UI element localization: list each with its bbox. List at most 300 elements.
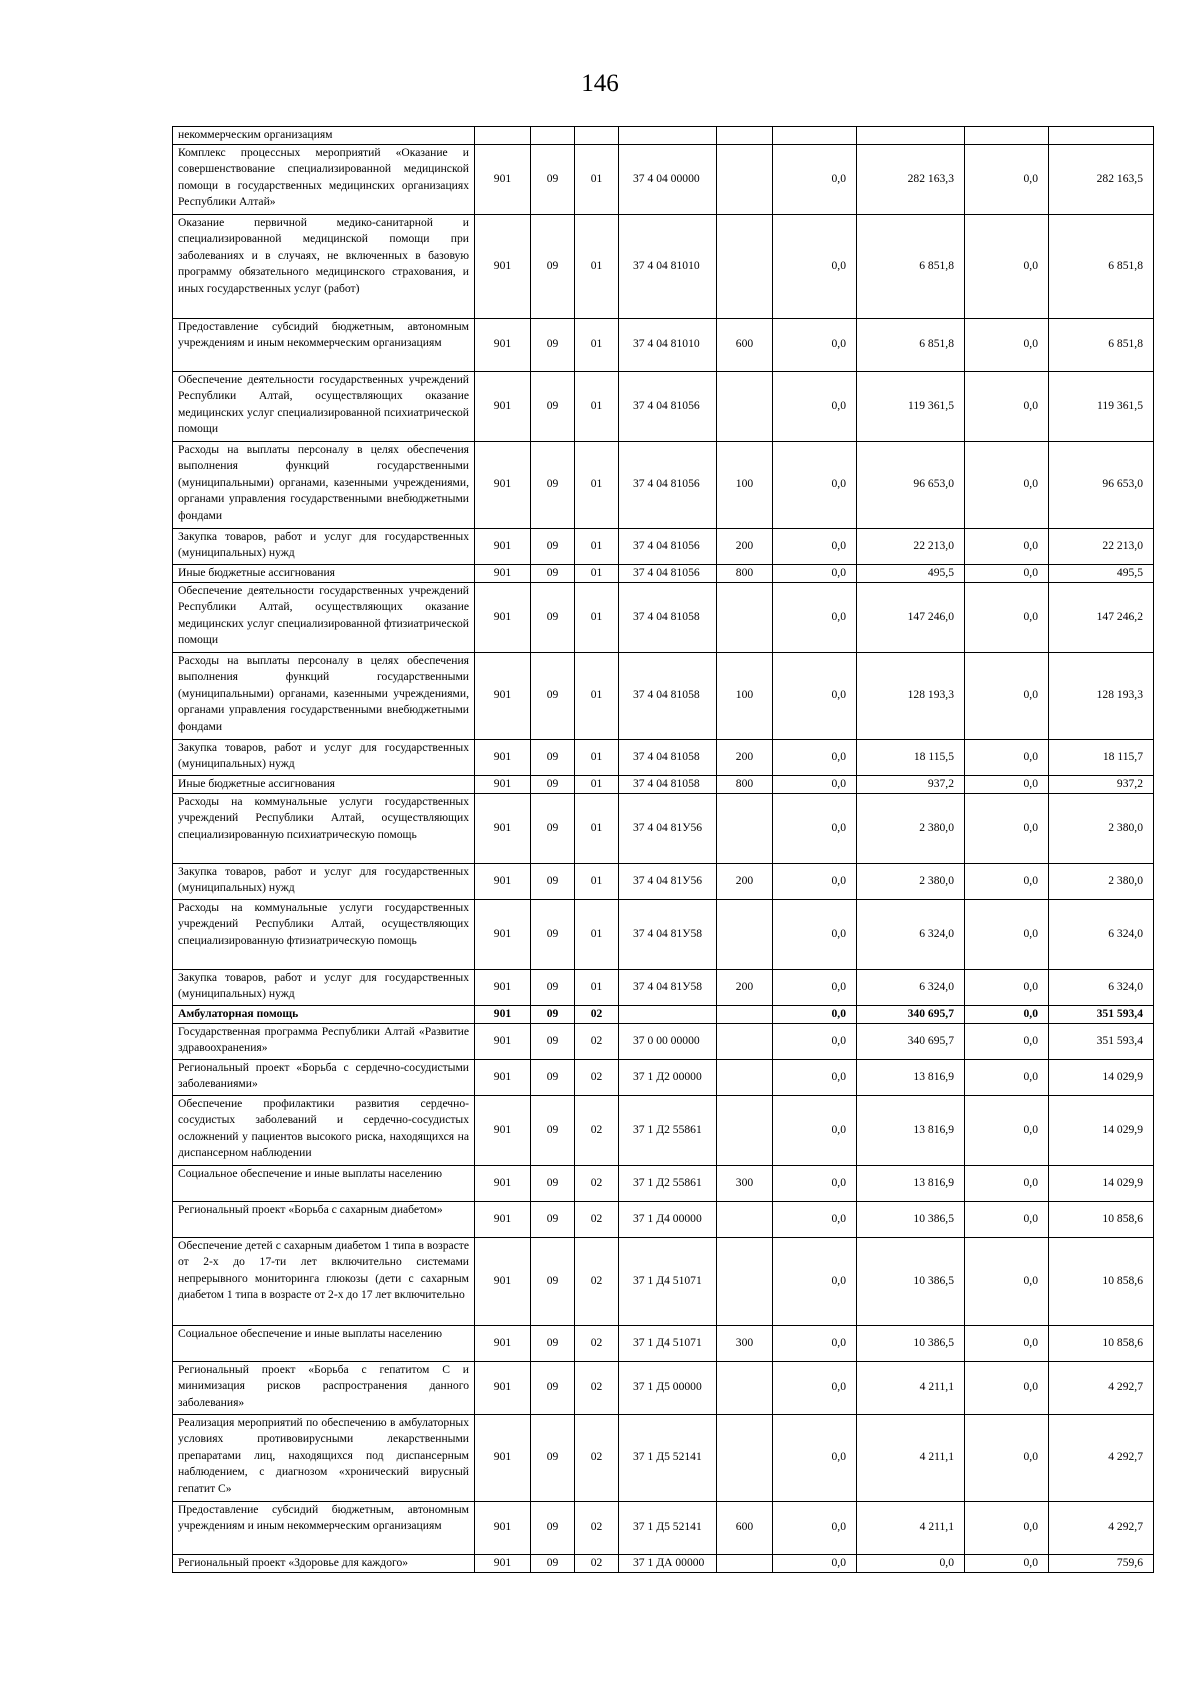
- cell-name: Региональный проект «Здоровье для каждого»: [173, 1554, 475, 1572]
- cell-grbs: 901: [475, 441, 531, 528]
- cell-expense-type: 300: [717, 1165, 773, 1201]
- cell-value-3: 0,0: [965, 1023, 1049, 1059]
- cell-value-4: 14 029,9: [1049, 1095, 1154, 1165]
- cell-subsection: 02: [575, 1414, 619, 1501]
- cell-value-1: 0,0: [773, 1501, 857, 1554]
- cell-section: 09: [531, 739, 575, 775]
- cell-target-article: 37 4 04 81058: [619, 652, 717, 739]
- cell-value-2: 6 324,0: [857, 899, 965, 969]
- cell-target-article: 37 4 04 81У56: [619, 863, 717, 899]
- table-row: [173, 441, 1154, 528]
- cell-value-3: 0,0: [965, 1361, 1049, 1414]
- budget-table: [172, 126, 1154, 1573]
- cell-value-1: 0,0: [773, 318, 857, 371]
- cell-value-2: 10 386,5: [857, 1325, 965, 1361]
- cell-subsection: 01: [575, 144, 619, 214]
- cell-target-article: 37 4 04 81010: [619, 318, 717, 371]
- cell-expense-type: 200: [717, 863, 773, 899]
- cell-name: Закупка товаров, работ и услуг для государственных (муниципальных) нужд: [173, 739, 475, 775]
- cell-value-2: 2 380,0: [857, 863, 965, 899]
- cell-section: 09: [531, 793, 575, 863]
- table-row: [173, 144, 1154, 214]
- cell-grbs: 901: [475, 1059, 531, 1095]
- table-row: [173, 899, 1154, 969]
- cell-value-1: 0,0: [773, 739, 857, 775]
- cell-value-1: 0,0: [773, 214, 857, 318]
- table-row: [173, 582, 1154, 652]
- cell-value-4: 18 115,7: [1049, 739, 1154, 775]
- cell-value-1: 0,0: [773, 1005, 857, 1023]
- cell-subsection: 02: [575, 1361, 619, 1414]
- cell-subsection: 02: [575, 1201, 619, 1237]
- cell-section: 09: [531, 1023, 575, 1059]
- cell-value-4: 22 213,0: [1049, 528, 1154, 564]
- cell-value-3: 0,0: [965, 528, 1049, 564]
- cell-name: Закупка товаров, работ и услуг для государственных (муниципальных) нужд: [173, 969, 475, 1005]
- cell-value-3: 0,0: [965, 582, 1049, 652]
- cell-value-3: 0,0: [965, 1005, 1049, 1023]
- cell-value-1: 0,0: [773, 582, 857, 652]
- cell-value-4: 2 380,0: [1049, 793, 1154, 863]
- cell-value-2: 2 380,0: [857, 793, 965, 863]
- cell-value-2: 4 211,1: [857, 1361, 965, 1414]
- cell-subsection: 01: [575, 318, 619, 371]
- cell-subsection: 01: [575, 441, 619, 528]
- cell-name: Обеспечение деятельности государственных учреждений Республики Алтай, осуществляющих оказание медицинских услуг специализированной фтизиатрической помощи: [173, 582, 475, 652]
- cell-name: Амбулаторная помощь: [173, 1005, 475, 1023]
- page-number: 146: [581, 70, 619, 97]
- cell-name: Региональный проект «Борьба с сахарным диабетом»: [173, 1201, 475, 1237]
- cell-name: Комплекс процессных мероприятий «Оказание и совершенствование специализированной медицинской помощи в государственных медицинских организациях Республики Алтай»: [173, 144, 475, 214]
- cell-value-1: 0,0: [773, 1554, 857, 1572]
- cell-expense-type: 200: [717, 969, 773, 1005]
- cell-expense-type: 600: [717, 318, 773, 371]
- cell-value-4: 147 246,2: [1049, 582, 1154, 652]
- table-row: [173, 1501, 1154, 1554]
- table-row: [173, 863, 1154, 899]
- cell-value-3: 0,0: [965, 863, 1049, 899]
- cell-value-4: 2 380,0: [1049, 863, 1154, 899]
- cell-value-1: 0,0: [773, 528, 857, 564]
- cell-target-article: 37 1 Д5 52141: [619, 1501, 717, 1554]
- cell-grbs: 901: [475, 528, 531, 564]
- cell-grbs: 901: [475, 739, 531, 775]
- cell-section: 09: [531, 371, 575, 441]
- cell-value-2: 6 851,8: [857, 214, 965, 318]
- cell-subsection: [575, 127, 619, 145]
- cell-value-1: 0,0: [773, 1095, 857, 1165]
- cell-expense-type: [717, 1059, 773, 1095]
- cell-value-3: 0,0: [965, 1165, 1049, 1201]
- cell-grbs: 901: [475, 318, 531, 371]
- cell-value-2: 6 851,8: [857, 318, 965, 371]
- cell-value-1: 0,0: [773, 1165, 857, 1201]
- cell-grbs: 901: [475, 969, 531, 1005]
- cell-value-4: 6 851,8: [1049, 214, 1154, 318]
- cell-target-article: 37 4 04 00000: [619, 144, 717, 214]
- cell-grbs: 901: [475, 1023, 531, 1059]
- cell-value-3: 0,0: [965, 214, 1049, 318]
- cell-subsection: 01: [575, 863, 619, 899]
- cell-name: Социальное обеспечение и иные выплаты населению: [173, 1165, 475, 1201]
- cell-value-2: 13 816,9: [857, 1095, 965, 1165]
- cell-section: 09: [531, 1325, 575, 1361]
- cell-value-3: 0,0: [965, 441, 1049, 528]
- cell-value-4: 10 858,6: [1049, 1325, 1154, 1361]
- table-row: [173, 793, 1154, 863]
- cell-value-4: 96 653,0: [1049, 441, 1154, 528]
- cell-subsection: 01: [575, 899, 619, 969]
- cell-target-article: 37 4 04 81056: [619, 564, 717, 582]
- cell-value-2: 10 386,5: [857, 1201, 965, 1237]
- cell-name: Предоставление субсидий бюджетным, автономным учреждениям и иным некоммерческим организациям: [173, 318, 475, 371]
- cell-expense-type: [717, 793, 773, 863]
- cell-subsection: 01: [575, 739, 619, 775]
- cell-target-article: 37 1 Д2 55861: [619, 1095, 717, 1165]
- cell-value-3: 0,0: [965, 899, 1049, 969]
- cell-subsection: 01: [575, 969, 619, 1005]
- cell-expense-type: [717, 1237, 773, 1325]
- cell-subsection: 01: [575, 564, 619, 582]
- cell-expense-type: 100: [717, 652, 773, 739]
- cell-section: 09: [531, 1414, 575, 1501]
- cell-grbs: 901: [475, 371, 531, 441]
- cell-value-4: 6 324,0: [1049, 899, 1154, 969]
- cell-target-article: 37 1 Д4 51071: [619, 1325, 717, 1361]
- cell-value-4: 4 292,7: [1049, 1361, 1154, 1414]
- table-row: [173, 371, 1154, 441]
- cell-value-3: 0,0: [965, 775, 1049, 793]
- cell-value-2: 4 211,1: [857, 1501, 965, 1554]
- cell-target-article: 37 1 Д5 00000: [619, 1361, 717, 1414]
- table-row: [173, 564, 1154, 582]
- table-row: [173, 127, 1154, 145]
- cell-value-2: 96 653,0: [857, 441, 965, 528]
- cell-target-article: 37 4 04 81056: [619, 441, 717, 528]
- cell-name: Региональный проект «Борьба с сердечно-сосудистыми заболеваниями»: [173, 1059, 475, 1095]
- cell-subsection: 02: [575, 1165, 619, 1201]
- cell-section: 09: [531, 969, 575, 1005]
- cell-value-4: 119 361,5: [1049, 371, 1154, 441]
- cell-expense-type: [717, 1554, 773, 1572]
- cell-value-3: [965, 127, 1049, 145]
- cell-section: 09: [531, 899, 575, 969]
- cell-value-1: [773, 127, 857, 145]
- cell-name: Иные бюджетные ассигнования: [173, 775, 475, 793]
- cell-name: Расходы на выплаты персоналу в целях обеспечения выполнения функций государственными (муниципальными) органами, казенными учреждениями, органами управления государственными внебюджетными фондами: [173, 441, 475, 528]
- cell-subsection: 01: [575, 371, 619, 441]
- cell-grbs: 901: [475, 1237, 531, 1325]
- cell-name: Социальное обеспечение и иные выплаты населению: [173, 1325, 475, 1361]
- cell-grbs: 901: [475, 1554, 531, 1572]
- cell-grbs: 901: [475, 1005, 531, 1023]
- cell-value-3: 0,0: [965, 1237, 1049, 1325]
- cell-section: 09: [531, 1501, 575, 1554]
- cell-section: 09: [531, 863, 575, 899]
- cell-value-2: 22 213,0: [857, 528, 965, 564]
- cell-section: [531, 127, 575, 145]
- cell-target-article: 37 4 04 81058: [619, 739, 717, 775]
- cell-value-4: 282 163,5: [1049, 144, 1154, 214]
- table-row: [173, 318, 1154, 371]
- cell-target-article: [619, 1005, 717, 1023]
- cell-subsection: 01: [575, 582, 619, 652]
- cell-expense-type: [717, 1023, 773, 1059]
- cell-grbs: 901: [475, 144, 531, 214]
- cell-subsection: 02: [575, 1325, 619, 1361]
- cell-value-2: 18 115,5: [857, 739, 965, 775]
- cell-value-1: 0,0: [773, 1325, 857, 1361]
- cell-target-article: 37 1 ДА 00000: [619, 1554, 717, 1572]
- cell-target-article: 37 4 04 81058: [619, 582, 717, 652]
- cell-value-2: 128 193,3: [857, 652, 965, 739]
- cell-section: 09: [531, 1201, 575, 1237]
- cell-target-article: 37 1 Д5 52141: [619, 1414, 717, 1501]
- cell-value-4: 351 593,4: [1049, 1023, 1154, 1059]
- cell-grbs: 901: [475, 1095, 531, 1165]
- cell-value-1: 0,0: [773, 1361, 857, 1414]
- table-row: [173, 528, 1154, 564]
- cell-value-3: 0,0: [965, 1414, 1049, 1501]
- cell-value-3: 0,0: [965, 144, 1049, 214]
- cell-subsection: 02: [575, 1501, 619, 1554]
- cell-name: Расходы на коммунальные услуги государственных учреждений Республики Алтай, осуществляющих специализированную психиатрическую помощь: [173, 793, 475, 863]
- cell-value-2: 937,2: [857, 775, 965, 793]
- cell-name: Обеспечение профилактики развития сердечно-сосудистых заболеваний и сердечно-сосудистых осложнений у пациентов высокого риска, находящихся на диспансерном наблюдении: [173, 1095, 475, 1165]
- cell-expense-type: 800: [717, 564, 773, 582]
- cell-value-1: 0,0: [773, 863, 857, 899]
- cell-target-article: 37 4 04 81У56: [619, 793, 717, 863]
- cell-value-4: 10 858,6: [1049, 1237, 1154, 1325]
- cell-value-2: 13 816,9: [857, 1059, 965, 1095]
- cell-value-4: 495,5: [1049, 564, 1154, 582]
- cell-grbs: 901: [475, 1201, 531, 1237]
- cell-value-1: 0,0: [773, 371, 857, 441]
- cell-subsection: 01: [575, 793, 619, 863]
- cell-value-3: 0,0: [965, 564, 1049, 582]
- cell-value-4: 6 851,8: [1049, 318, 1154, 371]
- cell-value-1: 0,0: [773, 652, 857, 739]
- cell-section: 09: [531, 652, 575, 739]
- cell-value-1: 0,0: [773, 1059, 857, 1095]
- cell-value-2: 6 324,0: [857, 969, 965, 1005]
- table-row: [173, 1361, 1154, 1414]
- table-row: [173, 214, 1154, 318]
- cell-name: Обеспечение детей с сахарным диабетом 1 типа в возрасте от 2-х до 17-ти лет включительно системами непрерывного мониторинга глюкозы (дети с сахарным диабетом 1 типа в возрасте от 2-х до 17 лет включительно: [173, 1237, 475, 1325]
- cell-section: 09: [531, 528, 575, 564]
- cell-target-article: [619, 127, 717, 145]
- cell-section: 09: [531, 144, 575, 214]
- cell-name: Оказание первичной медико-санитарной и специализированной медицинской помощи при заболеваниях и в случаях, не включенных в базовую программу обязательного медицинского страхования, и иных государственных услуг (работ): [173, 214, 475, 318]
- cell-value-1: 0,0: [773, 1237, 857, 1325]
- cell-target-article: 37 4 04 81056: [619, 371, 717, 441]
- cell-value-3: 0,0: [965, 739, 1049, 775]
- table-row: [173, 739, 1154, 775]
- cell-value-3: 0,0: [965, 1554, 1049, 1572]
- cell-value-1: 0,0: [773, 899, 857, 969]
- cell-value-4: [1049, 127, 1154, 145]
- cell-grbs: 901: [475, 1325, 531, 1361]
- cell-expense-type: 200: [717, 528, 773, 564]
- table-row: [173, 775, 1154, 793]
- cell-subsection: 02: [575, 1059, 619, 1095]
- cell-value-1: 0,0: [773, 793, 857, 863]
- cell-section: 09: [531, 564, 575, 582]
- cell-target-article: 37 4 04 81056: [619, 528, 717, 564]
- cell-value-3: 0,0: [965, 1201, 1049, 1237]
- cell-expense-type: [717, 214, 773, 318]
- cell-name: Иные бюджетные ассигнования: [173, 564, 475, 582]
- cell-value-3: 0,0: [965, 1501, 1049, 1554]
- cell-grbs: 901: [475, 582, 531, 652]
- cell-grbs: 901: [475, 1414, 531, 1501]
- cell-expense-type: 800: [717, 775, 773, 793]
- cell-grbs: 901: [475, 1361, 531, 1414]
- cell-grbs: 901: [475, 1501, 531, 1554]
- cell-value-2: 0,0: [857, 1554, 965, 1572]
- cell-value-4: 937,2: [1049, 775, 1154, 793]
- cell-grbs: 901: [475, 1165, 531, 1201]
- table-row: [173, 1325, 1154, 1361]
- cell-subsection: 01: [575, 775, 619, 793]
- cell-name: Расходы на выплаты персоналу в целях обеспечения выполнения функций государственными (муниципальными) органами, казенными учреждениями, органами управления государственными внебюджетными фондами: [173, 652, 475, 739]
- cell-name: Закупка товаров, работ и услуг для государственных (муниципальных) нужд: [173, 863, 475, 899]
- table-row: [173, 1237, 1154, 1325]
- cell-name: Региональный проект «Борьба с гепатитом С и минимизация рисков распространения данного заболевания»: [173, 1361, 475, 1414]
- cell-target-article: 37 4 04 81058: [619, 775, 717, 793]
- cell-expense-type: [717, 1005, 773, 1023]
- cell-expense-type: 200: [717, 739, 773, 775]
- cell-value-2: 4 211,1: [857, 1414, 965, 1501]
- cell-value-1: 0,0: [773, 564, 857, 582]
- cell-expense-type: [717, 144, 773, 214]
- cell-expense-type: [717, 899, 773, 969]
- cell-name: Реализация мероприятий по обеспечению в амбулаторных условиях противовирусными лекарственными препаратами лиц, находящихся под диспансерным наблюдением, с диагнозом «хронический вирусный гепатит С»: [173, 1414, 475, 1501]
- cell-value-3: 0,0: [965, 1059, 1049, 1095]
- cell-expense-type: [717, 1201, 773, 1237]
- cell-value-2: 495,5: [857, 564, 965, 582]
- cell-name: Предоставление субсидий бюджетным, автономным учреждениям и иным некоммерческим организациям: [173, 1501, 475, 1554]
- cell-expense-type: [717, 582, 773, 652]
- cell-grbs: 901: [475, 652, 531, 739]
- table-row: [173, 652, 1154, 739]
- cell-value-2: 340 695,7: [857, 1005, 965, 1023]
- cell-grbs: 901: [475, 214, 531, 318]
- cell-value-2: 10 386,5: [857, 1237, 965, 1325]
- cell-value-4: 14 029,9: [1049, 1059, 1154, 1095]
- cell-value-1: 0,0: [773, 969, 857, 1005]
- cell-subsection: 02: [575, 1005, 619, 1023]
- cell-name: Расходы на коммунальные услуги государственных учреждений Республики Алтай, осуществляющих специализированную фтизиатрическую помощь: [173, 899, 475, 969]
- cell-value-4: 10 858,6: [1049, 1201, 1154, 1237]
- cell-grbs: 901: [475, 564, 531, 582]
- cell-value-4: 14 029,9: [1049, 1165, 1154, 1201]
- cell-value-4: 6 324,0: [1049, 969, 1154, 1005]
- cell-value-2: 282 163,3: [857, 144, 965, 214]
- table-row: [173, 1201, 1154, 1237]
- table-row: [173, 1059, 1154, 1095]
- cell-value-1: 0,0: [773, 775, 857, 793]
- cell-name: Обеспечение деятельности государственных учреждений Республики Алтай, осуществляющих оказание медицинских услуг специализированной психиатрической помощи: [173, 371, 475, 441]
- cell-subsection: 02: [575, 1554, 619, 1572]
- cell-section: 09: [531, 441, 575, 528]
- cell-value-2: 340 695,7: [857, 1023, 965, 1059]
- cell-subsection: 01: [575, 214, 619, 318]
- cell-value-4: 351 593,4: [1049, 1005, 1154, 1023]
- cell-value-3: 0,0: [965, 318, 1049, 371]
- cell-expense-type: [717, 371, 773, 441]
- cell-section: 09: [531, 214, 575, 318]
- cell-value-4: 128 193,3: [1049, 652, 1154, 739]
- cell-value-2: [857, 127, 965, 145]
- cell-target-article: 37 0 00 00000: [619, 1023, 717, 1059]
- cell-value-1: 0,0: [773, 1414, 857, 1501]
- cell-grbs: 901: [475, 899, 531, 969]
- cell-name: Государственная программа Республики Алтай «Развитие здравоохранения»: [173, 1023, 475, 1059]
- cell-target-article: 37 1 Д4 51071: [619, 1237, 717, 1325]
- cell-section: 09: [531, 1165, 575, 1201]
- cell-subsection: 02: [575, 1237, 619, 1325]
- cell-value-3: 0,0: [965, 1325, 1049, 1361]
- cell-value-2: 119 361,5: [857, 371, 965, 441]
- cell-value-2: 147 246,0: [857, 582, 965, 652]
- table-row: [173, 1005, 1154, 1023]
- cell-subsection: 01: [575, 528, 619, 564]
- table-row: [173, 969, 1154, 1005]
- cell-expense-type: [717, 1361, 773, 1414]
- cell-value-3: 0,0: [965, 1095, 1049, 1165]
- cell-expense-type: [717, 1095, 773, 1165]
- cell-section: 09: [531, 775, 575, 793]
- cell-expense-type: [717, 1414, 773, 1501]
- cell-section: 09: [531, 1361, 575, 1414]
- cell-value-4: 4 292,7: [1049, 1501, 1154, 1554]
- cell-value-4: 4 292,7: [1049, 1414, 1154, 1501]
- cell-target-article: 37 4 04 81У58: [619, 969, 717, 1005]
- table-row: [173, 1095, 1154, 1165]
- cell-target-article: 37 1 Д2 55861: [619, 1165, 717, 1201]
- cell-grbs: 901: [475, 863, 531, 899]
- cell-section: 09: [531, 1554, 575, 1572]
- cell-value-3: 0,0: [965, 371, 1049, 441]
- table-row: [173, 1554, 1154, 1572]
- cell-subsection: 02: [575, 1023, 619, 1059]
- table-row: [173, 1414, 1154, 1501]
- cell-name: некоммерческим организациям: [173, 127, 475, 145]
- cell-target-article: 37 4 04 81У58: [619, 899, 717, 969]
- cell-subsection: 02: [575, 1095, 619, 1165]
- cell-section: 09: [531, 582, 575, 652]
- cell-value-4: 759,6: [1049, 1554, 1154, 1572]
- cell-expense-type: 300: [717, 1325, 773, 1361]
- cell-value-3: 0,0: [965, 652, 1049, 739]
- cell-section: 09: [531, 318, 575, 371]
- cell-target-article: 37 1 Д4 00000: [619, 1201, 717, 1237]
- cell-name: Закупка товаров, работ и услуг для государственных (муниципальных) нужд: [173, 528, 475, 564]
- cell-value-1: 0,0: [773, 1201, 857, 1237]
- cell-target-article: 37 1 Д2 00000: [619, 1059, 717, 1095]
- table-row: [173, 1023, 1154, 1059]
- cell-target-article: 37 4 04 81010: [619, 214, 717, 318]
- cell-section: 09: [531, 1237, 575, 1325]
- cell-section: 09: [531, 1005, 575, 1023]
- cell-value-1: 0,0: [773, 441, 857, 528]
- cell-subsection: 01: [575, 652, 619, 739]
- cell-section: 09: [531, 1059, 575, 1095]
- cell-value-1: 0,0: [773, 1023, 857, 1059]
- cell-value-3: 0,0: [965, 793, 1049, 863]
- cell-expense-type: [717, 127, 773, 145]
